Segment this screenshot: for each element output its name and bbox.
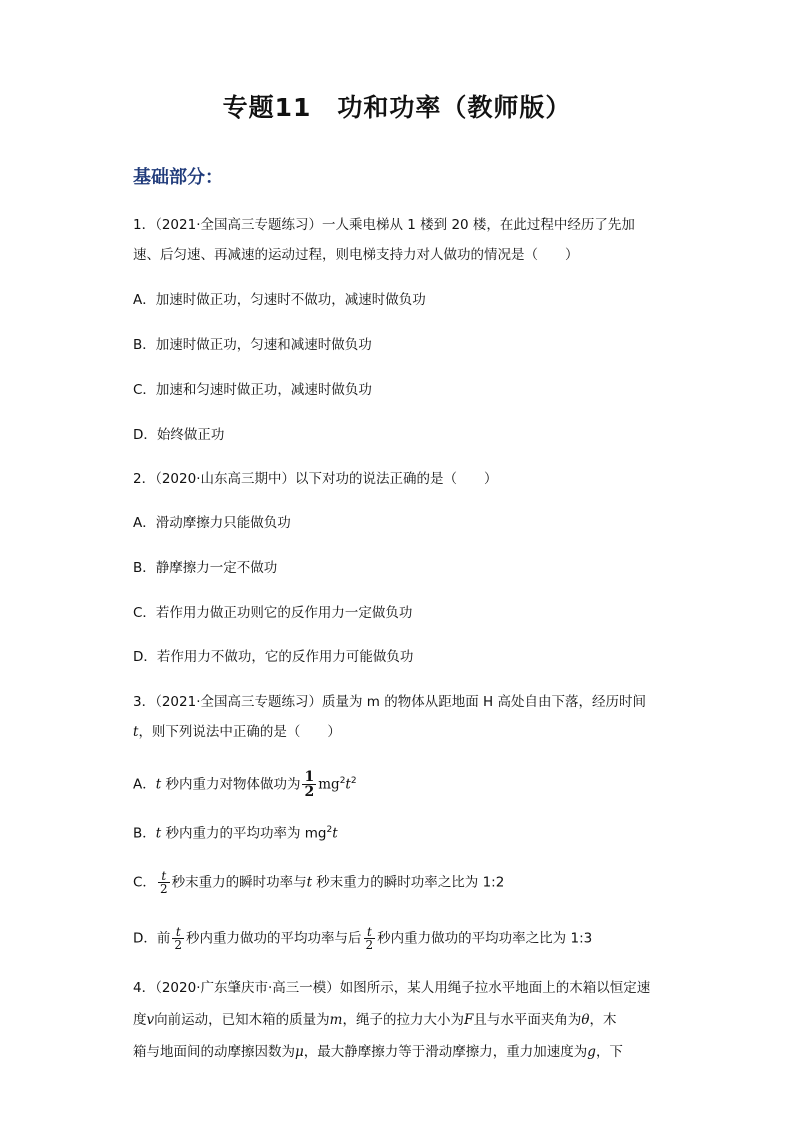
fraction-denominator: 2 — [174, 938, 183, 952]
q1-option-b: B．加速时做正功，匀速和减速时做负功 — [133, 337, 372, 353]
q4-var-v: v — [146, 1012, 155, 1028]
fraction-denominator: 2 — [365, 938, 374, 952]
fraction-numerator: t — [364, 926, 376, 939]
q4-var-g: g — [587, 1044, 596, 1060]
q3-option-d-text1: 秒内重力做功的平均功率与后 — [186, 930, 362, 947]
q3-option-a-mg: mg — [318, 776, 340, 793]
q2-option-d: D．若作用力不做功，它的反作用力可能做负功 — [133, 649, 414, 665]
page-title — [0, 88, 794, 124]
q3-option-c-text2: 秒末重力的瞬时功率之比为 1:2 — [312, 874, 505, 891]
q2-option-c: C．若作用力做正功则它的反作用力一定做负功 — [133, 605, 413, 621]
q1-option-a: A．加速时做正功，匀速时不做功，减速时做负功 — [133, 292, 426, 308]
q3-option-d — [133, 926, 592, 951]
fraction-t-over-2 — [172, 926, 184, 951]
q1-stem-line2: 速、后匀速、再减速的运动过程，则电梯支持力对人做功的情况是（ ） — [133, 247, 579, 263]
q3-option-a-label: A． — [133, 776, 156, 793]
q3-var-t: t — [133, 724, 139, 740]
fraction-denominator: 2 — [304, 784, 315, 800]
q4-text: ，木 — [589, 1012, 617, 1028]
q2-option-a: A．滑动摩擦力只能做负功 — [133, 515, 291, 531]
q4-var-mu: μ — [295, 1044, 304, 1060]
q3-stem-line1: 3．（2021·全国高三专题练习）质量为 m 的物体从距地面 H 高处自由下落，经历时间 — [133, 694, 646, 710]
q1-option-d: D．始终做正功 — [133, 427, 225, 443]
q4-stem-line3 — [133, 1042, 623, 1062]
q4-text: ，下 — [595, 1044, 623, 1060]
q4-text: ，最大静摩擦力等于滑动摩擦力，重力加速度为 — [303, 1044, 588, 1060]
fraction-numerator: t — [172, 926, 184, 939]
title-main: 专题11 — [222, 93, 312, 122]
superscript: 2 — [326, 825, 333, 835]
q4-text: ，绳子的拉力大小为 — [342, 1012, 464, 1028]
fraction-numerator: 1 — [304, 769, 315, 785]
q1-stem-line1: 1．（2021·全国高三专题练习）一人乘电梯从 1 楼到 20 楼，在此过程中经历了先加 — [133, 217, 635, 233]
section-heading: 基础部分： — [133, 167, 223, 188]
fraction-t-over-2 — [364, 926, 376, 951]
q2-option-b: B．静摩擦力一定不做功 — [133, 560, 278, 576]
q4-text: 度 — [133, 1012, 147, 1028]
q4-var-f: F — [463, 1012, 474, 1028]
q4-text: 箱与地面间的动摩擦因数为 — [133, 1044, 295, 1060]
q3-option-c-label: C． — [133, 874, 156, 891]
q4-var-theta: θ — [581, 1012, 590, 1028]
q3-option-c-var: t — [306, 874, 313, 891]
q3-option-a — [133, 770, 357, 799]
superscript: 2 — [350, 776, 357, 786]
q3-option-a-var: t — [155, 776, 162, 793]
q4-stem-line2 — [133, 1010, 616, 1030]
q3-option-c-text1: 秒末重力的瞬时功率与 — [171, 874, 307, 891]
q3-option-a-var2: t — [345, 776, 351, 793]
fraction-t-over-2 — [158, 870, 170, 895]
superscript: 2 — [339, 776, 346, 786]
q4-var-m: m — [329, 1012, 343, 1028]
q3-stem-line2-text: ，则下列说法中正确的是（ ） — [138, 724, 341, 740]
q3-option-b-var: t — [155, 825, 162, 842]
q3-option-b-label: B． — [133, 825, 156, 842]
q4-text: 且与水平面夹角为 — [473, 1012, 582, 1028]
q2-stem-line1: 2．（2020·山东高三期中）以下对功的说法正确的是（ ） — [133, 471, 498, 487]
q4-text: 向前运动，已知木箱的质量为 — [154, 1012, 330, 1028]
fraction-one-half — [302, 770, 316, 799]
title-sub: 功和功率（教师版） — [337, 93, 572, 122]
q3-option-c — [133, 870, 504, 895]
fraction-numerator: t — [158, 870, 170, 883]
q3-option-b-text: 秒内重力的平均功率为 mg — [161, 825, 327, 842]
q3-option-b — [133, 820, 338, 844]
q3-stem-line2 — [133, 722, 341, 742]
q3-option-d-label: D．前 — [133, 930, 171, 947]
q3-option-d-text2: 秒内重力做功的平均功率之比为 1:3 — [377, 930, 593, 947]
fraction-denominator: 2 — [159, 882, 168, 896]
q4-stem-line1: 4．（2020·广东肇庆市·高三一模）如图所示，某人用绳子拉水平地面上的木箱以恒定速 — [133, 980, 651, 996]
q1-option-c: C．加速和匀速时做正功，减速时做负功 — [133, 382, 372, 398]
q3-option-b-var2: t — [332, 825, 338, 842]
q3-option-a-text: 秒内重力对物体做功为 — [161, 776, 301, 793]
